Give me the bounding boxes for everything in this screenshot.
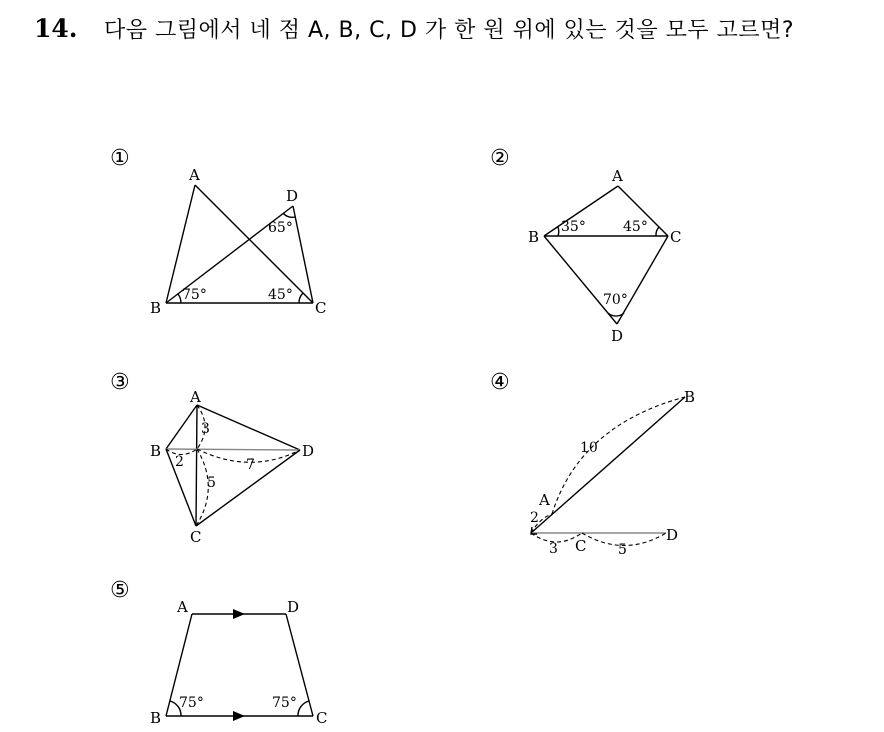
fig4-label-a: A	[539, 491, 550, 509]
fig2-segment-cd	[617, 236, 668, 324]
fig2-segment-bd	[544, 236, 617, 324]
figure-4	[530, 388, 695, 558]
fig3-segment-bd	[166, 449, 300, 450]
option-3-marker[interactable]: ③	[110, 370, 130, 395]
fig5-label-d: D	[287, 598, 300, 616]
fig2-angle-c: 45°	[623, 219, 648, 235]
fig5-label-a: A	[177, 598, 188, 616]
question-text: 다음 그림에서 네 점 A, B, C, D 가 한 원 위에 있는 것을 모두 고르면?	[104, 18, 795, 43]
fig4-length-cd: 5	[618, 542, 627, 558]
fig3-length-bp: 2	[175, 454, 184, 470]
fig2-angle-c-arc	[656, 227, 659, 236]
option-5-marker[interactable]: ⑤	[110, 578, 130, 603]
fig3-length-pc: 5	[207, 475, 216, 491]
fig3-label-c: C	[190, 528, 202, 546]
fig2-angle-d: 70°	[603, 292, 628, 308]
fig5-angle-c-arc	[298, 701, 309, 716]
fig1-angle-c: 45°	[268, 287, 293, 303]
fig1-angle-c-arc	[299, 293, 303, 303]
option-2-marker[interactable]: ②	[490, 146, 510, 171]
fig4-label-b: B	[684, 388, 696, 406]
figure-3	[150, 388, 314, 546]
fig5-parallel-arrow-bottom	[233, 711, 245, 721]
fig2-label-d: D	[611, 327, 624, 345]
fig1-label-d: D	[286, 187, 299, 205]
fig1-segment-ab	[166, 185, 195, 303]
fig2-label-c: C	[670, 228, 682, 246]
fig3-length-ap: 3	[201, 421, 210, 437]
fig4-length-ab: 10	[580, 440, 598, 456]
option-1-marker[interactable]: ①	[110, 146, 130, 171]
figure-5	[150, 598, 327, 727]
fig5-label-b: B	[150, 709, 162, 727]
fig4-length-pa: 2	[530, 510, 539, 526]
fig5-angle-b: 75°	[179, 695, 204, 711]
fig3-segment-ad	[197, 405, 300, 450]
fig2-label-a: A	[612, 167, 623, 185]
fig3-label-b: B	[150, 442, 162, 460]
option-4-marker[interactable]: ④	[490, 370, 510, 395]
fig1-angle-d: 65°	[268, 220, 293, 236]
fig1-label-a: A	[189, 166, 200, 184]
fig3-label-a: A	[190, 388, 201, 406]
fig5-parallel-arrow-top	[233, 609, 245, 619]
fig1-angle-b-arc	[178, 294, 181, 303]
fig1-angle-b: 75°	[182, 287, 207, 303]
fig1-angle-d-arc	[283, 213, 295, 217]
figure-2	[528, 167, 681, 345]
fig1-segment-dc	[293, 206, 313, 303]
fig1-label-c: C	[315, 299, 327, 317]
fig5-angle-c: 75°	[272, 695, 297, 711]
fig1-label-b: B	[150, 299, 162, 317]
fig3-length-pd: 7	[246, 457, 255, 473]
fig4-length-pc: 3	[549, 541, 558, 557]
fig4-label-c: C	[575, 537, 587, 555]
fig4-label-d: D	[666, 526, 679, 544]
fig3-segment-ac	[196, 405, 197, 526]
fig3-segment-ab	[166, 405, 197, 449]
fig2-angle-b-arc	[558, 227, 559, 236]
fig5-label-c: C	[316, 709, 328, 727]
fig2-angle-b: 35°	[561, 219, 586, 235]
figure-1	[150, 166, 326, 317]
fig4-segment-pb	[531, 397, 685, 533]
fig2-label-b: B	[528, 228, 540, 246]
fig3-label-d: D	[302, 442, 315, 460]
question-number: 14.	[34, 14, 78, 43]
